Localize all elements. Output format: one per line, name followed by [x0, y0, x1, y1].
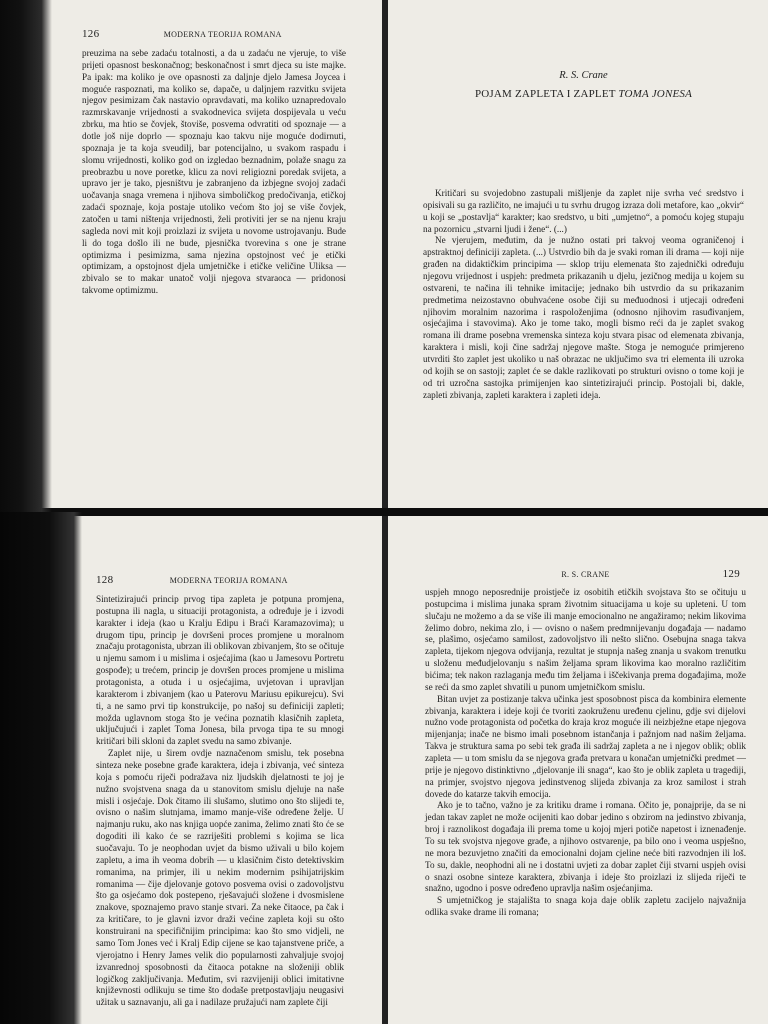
chapter-title-main: POJAM ZAPLETA I ZAPLET: [474, 88, 619, 100]
chapter-title: [423, 88, 744, 100]
running-header: [425, 570, 746, 579]
paragraph: uspjeh mnogo neposrednije proistječe iz osobitih etičkih svojstava što se očituju u postupcima i mislima junaka spram životnim situacijama u koje su upleteni. U tom slučaju ne možemo a da se više ili manje emocionalno ne angažiramo; nekim likovima želimo dobro, nekima zlo, i — ovisno o našem predmnijevanju događaja — nadamo se, plašimo, osjećamo samilost, zadovoljstvo ili nešto slično. Osebujna snaga takva zapleta, tijekom njegova odvijanja, rezultat je stupnja našeg znanja u svakom trenutku u složenu međudjelovanju s našim željama spram likovima kao moralno različitim bićima; tek nakon razlaganja među tim željama i iščekivanja prema događajima, može se reći da smo zaplet shvatili u punom umjetničkom smislu.: [425, 587, 746, 692]
page-127: [387, 0, 768, 512]
paragraph: Zaplet nije, u širem ovdje naznačenom smislu, tek posebna sinteza neke posebne građe karaktera, ideja i zbivanja, već sinteza koja s pomoću riječi podražava niz ljudskih djelatnosti te joj je nužno svojstvena snaga da u stanovitom smislu djeluje na naše misli i osjećaje. Dok čitamo ili slušamo, slutimo ono što slijedi te, ovisno o našim slutnjama, imamo manje-više određene želje. U najmanju ruku, ako nas knjiga uopće zanima, želimo znati što će se dogoditi ili kako će se razriješiti problemi s kojima se lica suočavaju. To je neophodan uvjet da bismo uživali u bilo kojem zapletu, a ima ih veoma dobrih — u klasičnim čisto detektivskim romanima, na primjer, ili u nekim modernim psihijatrijskim romanima — čije djelovanje gotovo posvema ovisi o zadovoljstvu što ga osjećamo dok postepeno, rješavajući složene i dvosmislene znakove, spoznajemo pravo stanje stvari. Za neke čitaoce, pa čak i za kritičare, to je glavni izvor draži većine zapleta koji su ošto konstruirani na specifičnijim principima: kao što smo vidjeli, ne samo Tom Jones već i Kralj Edip cijene se kao tajanstvene priče, a vjerojatno i Henry James velik dio popularnosti zahvaljuje svojoj izvanrednoj sposobnosti da čitaoca potakne na složeniji oblik logičkog zaključivanja. Međutim, svi razvijeniji oblici imitativne književnosti odlikuju se time što dodaše pretpostavljaju neugasivi užitak u saznavanju, ali ga i nadilaze pružajući nam zaplete čiji: [96, 748, 344, 1008]
page-126: [0, 0, 384, 512]
scan-shadow-bottom: [0, 512, 82, 1024]
chapter-author: R. S. Crane: [559, 70, 608, 81]
paragraph: Bitan uvjet za postizanje takva učinka jest sposobnost pisca da kombinira elemente zbivanja, karaktera i ideje koji će tvoriti zaokruženu uređenu cjelinu, gdje svi dijelovi nužno vode protagonista od početka do kraja kroz moguće ili neizbježne etape njegova mijenjanja; inače ne bismo imali posebnom istančanja i pažnjom nad našim željama. Takva je struktura sama po sebi tek građa ili sadržaj zapleta a ne i njegov oblik; oblik zapleta — u tom smislu da se njegova građa pretvara u konačan umjetnički predmet — prije je njegovo distinktivno „djelovanje ili snaga“, kao što je oblik zapleta u tragediji, na primjer, svojstvo njegova jedinstvenog slijeda zbivanja za kroz samilost i strah dovede do katarze takvih emocija.: [425, 693, 746, 799]
paragraph: Kritičari su svojedobno zastupali mišljenje da zaplet nije svrha već sredstvo i opisivali su ga različito, ne imajući u tu svrhu drugog izraza doli metafore, kao „okvir“ u koji se „postavlja“ karakter; kao sredstvo, u biti „umjetno“, a pomoću kojeg stupaju na pozornicu „stvarni ljudi i žene“. (...): [423, 188, 744, 234]
paragraph: preuzima na sebe zadaću totalnosti, a da u zadaću ne vjeruje, to više prijeti opasnost beskonačnog; beskonačnost i smrt djeca su iste majke. Pa ipak: ma koliko je ove opasnosti za daljnje djelo Jamesa Joycea i moguće raspoznati, ma koliko se, dapače, u daljnjem razvitku svijeta njegov pesimizam čak nastavio opravdavati, ma koliko uznapredovalo razmrskavanje vrijednosti a svakodnevica svijeta dospijevala u veću zbrku, ma htio se čovjek, štoviše, posvema odvratiti od spoznaje — a dotle još nije doprlo — spoznaju kao takvu nije moguće dodirnuti, spoznaja je ta koja sveudilj, bar potencijalno, u svakom raspadu i slomu vrijednosti, koliko god on izgledao beznadnim, polaže snagu za preobrazbu u nove poretke, klicu za novi religiozni poredak svijeta, a upravo jer je tako, pjesništvu je zabranjeno da izbjegne svojoj zadaći uočavanja snaga vremena i njihova simboličkog predočivanja, etičkoj zadaći spoznaje, koja postaje utoliko većom što joj se više čovjek, zatočen u tami ništenja vrijednosti, želi protiviti jer se na njenu kraju sagleda novi mit koji proizlazi iz svijeta u novome ustrojavanju. Bude li do toga došlo ili ne bude, pjesnička tvorevina s one je strane optimizma i pesimizma, sama njezina opstojnost već je etički optimizam, a opstojnost djela umjetničke i etičke veličine Uliksa — zbivalo se to makar unatoč volji njegova stvaraoca — pridonosi takvome optimizmu.: [82, 48, 346, 296]
body-text: [423, 188, 744, 401]
paragraph: Sintetizirajući princip prvog tipa zapleta je potpuna promjena, postupna ili nagla, u situaciji protagonista, a određuje je i izvodi karakter i ideja (kao u Kralju Edipu i Braći Karamazovima); u drugom tipu, princip je dovršeni proces promjene u moralnom značaju protagonista, ubrzan ili oblikovan zbivanjem, što se očituje u njemu samom i u mislima i osjećajima (kao u Jamesovu Portretu gospođe); u trećem, princip je dovršen proces promjene u mislima protagonista, a otuda i u osjećajima, uvjetovan i upravljan karakterom i zbivanjem (kao u Paterovu Mariusu epikurejcu). Svi ti, a ne samo prvi tip konstrukcije, po našoj su definiciji zapleti; možda uglavnom stoga što je većina poznatih klasičnih zapleta, uključujući i zaplet Toma Jonesa, bila prvoga tipa te su mnogi kritičari bili skloni da zaplet svedu na samo zbivanje.: [96, 594, 344, 747]
running-title: MODERNA TEORIJA ROMANA: [169, 576, 288, 585]
body-text: [425, 587, 746, 919]
page-number: 129: [722, 568, 740, 580]
page-number: 126: [82, 28, 100, 40]
page-number: 128: [96, 574, 114, 586]
running-header: [96, 574, 344, 586]
paragraph: Ne vjerujem, međutim, da je nužno ostati pri takvoj veoma ograničenoj i apstraktnoj definiciji zapleta. (...) Ustvrdio bih da je svaki roman ili drama — koji nije građen na didaktičkim principima — sklop triju elemenata što zajednički određuju njegovu vrijednost i uspjeh: predmeta prikazanih u djelu, jezičnog medija u kojem su ostvareni, te načina ili tehnike imitacije; jednako bih ustvrdio da su prikazanim predmetima neizostavno obuhvaćene osobe čiji su međuodnosi i utjecaji određeni njihovim moralnim nazorima i raspoloženjima (odnosno njihovim rasuđivanjem, osjećajima i stavovima). Ako je tome tako, mogli bismo reći da je zaplet svakog romana ili drame posebna vremenska sinteza koju stvara pisac od elemenata zbivanja, karaktera i misli, koji čine sadržaj njegove mašte. Stoga je nemoguće primjereno utvrditi što zaplet jest ukoliko u naš obrazac ne uključimo sva tri elementa ili uzroka od kojih se on sastoji; zaplet će se dakle razlikovati po strukturi ovisno o tome koji je od tri uzročna sastojka primijenjen kao sintetizirajući princip. Postojali bi, dakle, zapleti zbivanja, zapleti karaktera i zapleti ideja.: [423, 235, 744, 400]
body-text: [96, 594, 344, 1009]
running-header: [82, 28, 346, 40]
running-title: R. S. CRANE: [561, 570, 610, 579]
paragraph: S umjetničkog je stajališta to snaga koja daje oblik zapletu zacijelo najvažnija odlika svake drame ili romana;: [425, 895, 746, 918]
body-text: [82, 48, 346, 297]
running-title: MODERNA TEORIJA ROMANA: [163, 30, 282, 39]
page-gutter-horizontal: [0, 508, 768, 516]
chapter-title-italic: TOMA JONESA: [618, 88, 693, 100]
scan-shadow-top: [0, 0, 52, 512]
paragraph: Ako je to tačno, važno je za kritiku drame i romana. Očito je, ponajprije, da se ni jedan takav zaplet ne može ocijeniti kao dobar jedino s obzirom na jedinstvo zbivanja, broj i raznolikost događaja ili prema tome u kojoj mjeri potiče napetost i iznenađenje. To su tek svojstva njegove građe, a njihovo ostvarenje, pa bilo ono i veoma uspješno, ne mora bezuvjetno značiti da emocionalni dojam cjeline neće biti razvodnjen ili loš. To su, dakle, neophodni ali ne i dostatni uvjeti za dobar zaplet čiji stvarni uspjeh ovisi o snazi osobne sinteze karaktera, zbivanja i ideje što proizlazi iz slijeda riječi te snažno, ugodno i posve određeno upravlja našim osjećanjima.: [425, 800, 746, 894]
page-129: [387, 512, 768, 1024]
